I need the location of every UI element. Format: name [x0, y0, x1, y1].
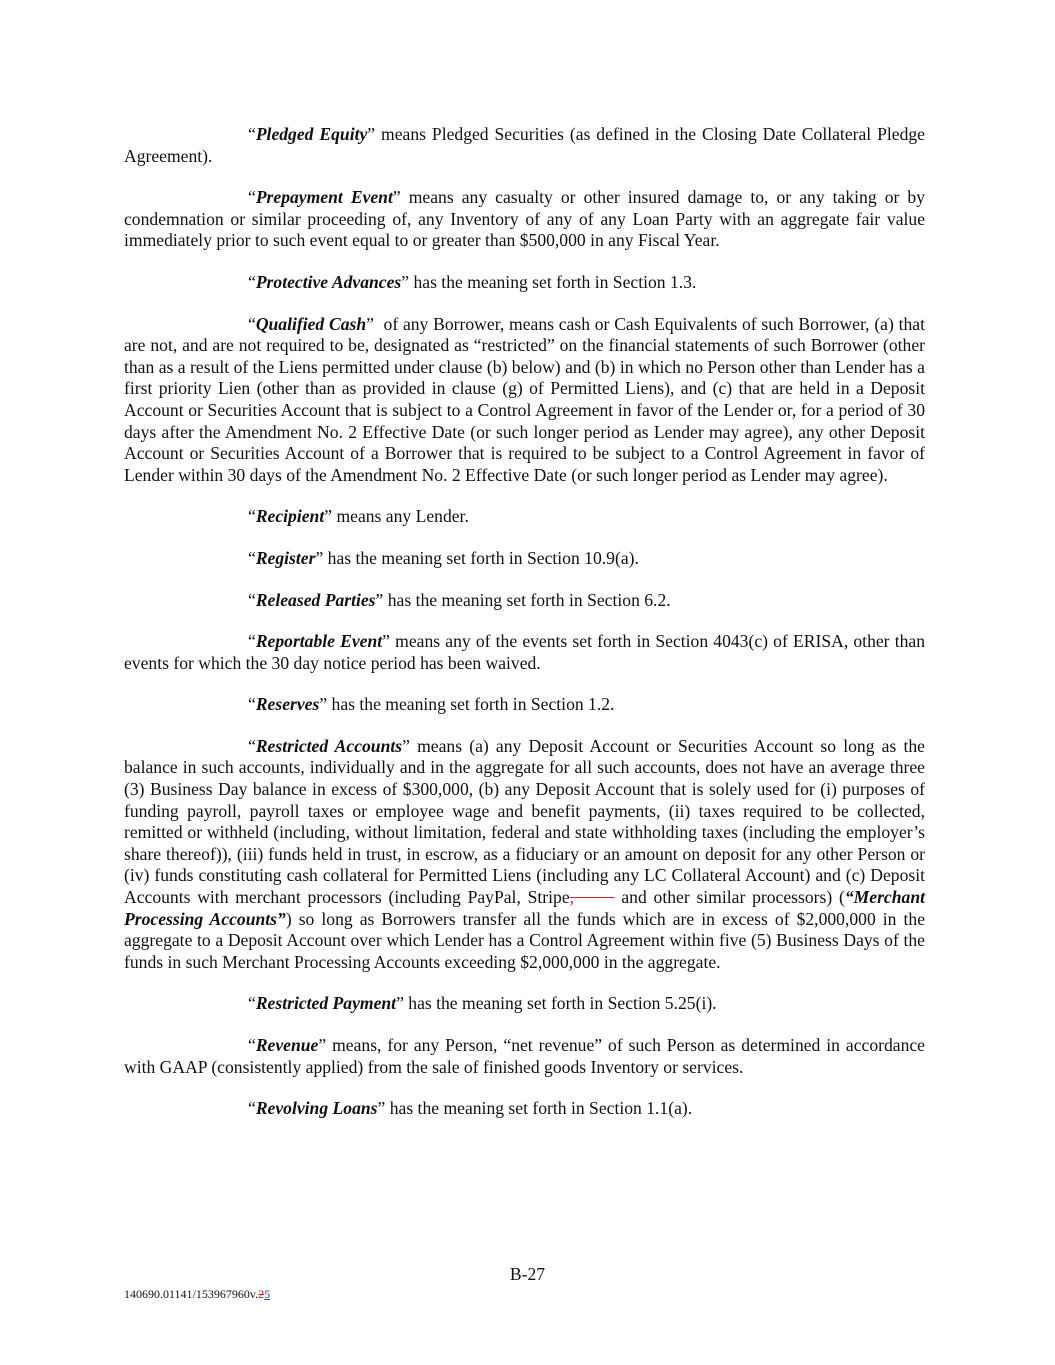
- close-quote: ”: [318, 1035, 327, 1055]
- definition-reportable-event: [124, 631, 925, 674]
- page-number: B-27: [509, 1264, 546, 1284]
- document-id-inserted-version: 5: [264, 1287, 271, 1301]
- document-page: [124, 124, 930, 1140]
- open-quote: “: [248, 1035, 256, 1055]
- close-quote: ”: [392, 187, 401, 208]
- defined-term: Protective Advances: [255, 271, 402, 292]
- close-quote: ”: [367, 124, 376, 144]
- definition-revolving-loans: [124, 1098, 925, 1120]
- close-quote: ”: [377, 1098, 386, 1119]
- definition-protective-advances: [124, 272, 925, 294]
- open-quote: “: [248, 271, 256, 292]
- definition-register: [124, 548, 925, 570]
- open-quote: “: [248, 506, 256, 527]
- open-quote: “: [248, 547, 256, 568]
- open-quote: “: [248, 694, 256, 715]
- inner-defined-term: “Merchant Processing Accounts”: [124, 887, 925, 929]
- open-quote: “: [248, 1098, 256, 1119]
- definition-text: has the meaning set forth in Section 1.2.: [327, 694, 615, 715]
- definition-text-mid: and other similar processors) (: [614, 887, 845, 908]
- document-id-deleted-version: 2: [258, 1287, 265, 1301]
- definition-qualified-cash: [124, 313, 930, 487]
- defined-term: Qualified Cash: [255, 313, 367, 334]
- defined-term: Recipient: [255, 506, 325, 527]
- open-quote: “: [248, 124, 256, 144]
- defined-term: Released Parties: [255, 589, 376, 610]
- open-quote: “: [248, 313, 256, 334]
- defined-term: Reportable Event: [255, 631, 383, 652]
- defined-term: Restricted Payment: [255, 993, 397, 1014]
- defined-term: Reserves: [255, 694, 320, 715]
- definition-text: has the meaning set forth in Section 1.1(a).: [385, 1098, 693, 1119]
- open-quote: “: [248, 631, 256, 652]
- defined-term: Revolving Loans: [255, 1098, 378, 1119]
- close-quote: ”: [375, 589, 384, 610]
- definition-text: means Pledged Securities (as defined in the Closing Date Collateral Pledge Agreement).: [124, 124, 925, 166]
- close-quote: ”: [319, 694, 328, 715]
- defined-term: Pledged Equity: [255, 124, 368, 144]
- defined-term: Prepayment Event: [255, 187, 393, 208]
- definition-text: means, for any Person, “net revenue” of such Person as determined in accordance with GAAP (consistently applied) from the sale of finished goods Inventory or services.: [124, 1035, 925, 1077]
- definition-text-after: ) so long as Borrowers transfer all the funds which are in excess of $2,000,000 in the aggregate to a Deposit Account over which Lender has a Control Agreement within five (5) Business Days of the funds in such Merchant Processing Accounts exceeding $2,000,000 in the aggregate.: [124, 908, 926, 972]
- open-quote: “: [248, 589, 256, 610]
- open-quote: “: [248, 187, 256, 208]
- definition-pledged-equity: [124, 124, 925, 167]
- definition-text: means any Lender.: [332, 506, 469, 527]
- open-quote: “: [248, 735, 256, 756]
- definition-text: has the meaning set forth in Section 5.25(i).: [403, 993, 717, 1014]
- defined-term: Register: [255, 547, 316, 568]
- redline-deletion: ,: [569, 887, 615, 908]
- definition-text: has the meaning set forth in Section 6.2.: [383, 589, 671, 610]
- definition-restricted-accounts: [124, 736, 925, 974]
- definition-text: has the meaning set forth in Section 10.9(a).: [323, 547, 639, 568]
- definition-restricted-payment: [124, 993, 925, 1015]
- definition-recipient: [124, 506, 925, 528]
- close-quote: ”: [315, 547, 324, 568]
- close-quote: ”: [382, 631, 390, 652]
- close-quote: ”: [401, 271, 410, 292]
- definition-released-parties: [124, 590, 925, 612]
- definition-text: of any Borrower, means cash or Cash Equivalents of such Borrower, (a) that are not, and are not required to be, designated as “restricted” on the financial statements of such Borrower (other than as a result of the Liens permitted under clause (b) below) and (b) in which no Person other than Lender has a first priority Lien (other than as provided in clause (g) of Permitted Liens), and (c) that are held in a Deposit Account or Securities Account that is subject to a Control Agreement in favor of the Lender or, for a period of 30 days after the Amendment No. 2 Effective Date (or such longer period as Lender may agree), any other Deposit Account or Securities Account of a Borrower that is required to be subject to a Control Agreement in favor of Lender within 30 days of the Amendment No. 2 Effective Date (or such longer period as Lender may agree).: [124, 313, 930, 485]
- definition-text: means any casualty or other insured damage to, or any taking or by condemnation or similar proceeding of, any Inventory of any of any Loan Party with an aggregate fair value immediately prior to such event equal to or greater than $500,000 in any Fiscal Year.: [124, 187, 925, 251]
- definition-prepayment-event: [124, 187, 925, 252]
- definition-text: means any of the events set forth in Section 4043(c) of ERISA, other than events for which the 30 day notice period has been waived.: [124, 631, 925, 673]
- defined-term: Restricted Accounts: [255, 735, 403, 756]
- close-quote: ”: [396, 993, 404, 1014]
- open-quote: “: [248, 993, 256, 1014]
- definition-revenue: [124, 1035, 925, 1078]
- close-quote: ”: [402, 735, 410, 756]
- definition-reserves: [124, 694, 925, 716]
- document-id: [124, 1287, 270, 1302]
- document-id-base: 140690.01141/153967960v.: [124, 1287, 259, 1301]
- defined-term: Revenue: [255, 1035, 319, 1055]
- definition-text: has the meaning set forth in Section 1.3.: [409, 271, 697, 292]
- close-quote: ”: [366, 313, 374, 334]
- definition-text-before: means (a) any Deposit Account or Securities Account so long as the balance in such accounts, individually and in the aggregate for all such accounts, does not have an average three (3) Business Day balance in excess of $300,000, (b) any Deposit Account that is solely used for (i) purposes of funding payroll, payroll taxes or employee wage and benefit payments, (ii) taxes required to be collected, remitted or withheld (including, without limitation, federal and state withholding taxes (including the employer’s share thereof)), (iii) funds held in trust, in escrow, as a fiduciary or an amount on deposit for any other Person or (iv) funds constituting cash collateral for Permitted Liens (including any LC Collateral Account) and (c) Deposit Accounts with merchant processors (including PayPal, Stripe: [124, 735, 925, 908]
- close-quote: ”: [324, 506, 333, 527]
